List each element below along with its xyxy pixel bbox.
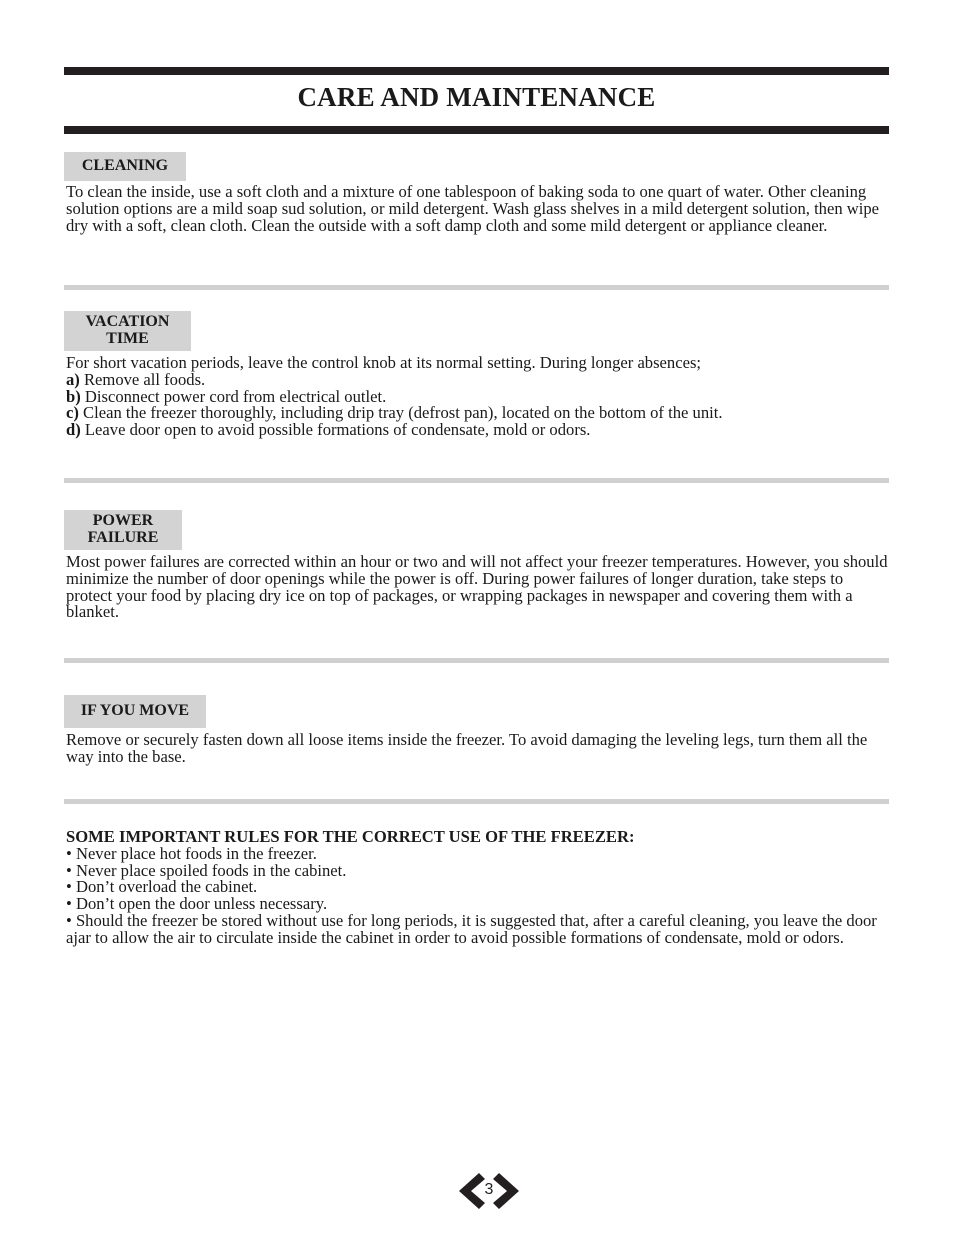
move-label-text: IF YOU MOVE <box>80 702 190 719</box>
vacation-item-text: Clean the freezer thoroughly, including drip tray (defrost pan), located on the bottom of the unit. <box>78 403 723 423</box>
vacation-label-line1: VACATION <box>85 313 170 330</box>
vacation-item-marker: d) <box>66 420 81 440</box>
vacation-item-text: Leave door open to avoid possible formations of condensate, mold or odors. <box>80 420 591 440</box>
vacation-intro: For short vacation periods, leave the control knob at its normal setting. During longer absences; <box>66 353 702 372</box>
section-label-if-you-move <box>64 695 206 728</box>
vacation-item-text: Disconnect power cord from electrical outlet. <box>80 386 387 406</box>
cleaning-body <box>66 184 890 234</box>
section-label-vacation-time <box>64 311 191 351</box>
section-divider <box>64 285 889 290</box>
vacation-body <box>66 355 890 439</box>
vacation-label-line2: TIME <box>106 330 149 347</box>
rules-heading: SOME IMPORTANT RULES FOR THE CORRECT USE OF THE FREEZER: <box>66 827 635 846</box>
cleaning-text: To clean the inside, use a soft cloth and a mixture of one tablespoon of baking soda to one quart of water. Other cleaning solution options are a mild soap sud solution, or mild detergent. Wash glass shelves in a mild detergent solution, then wipe dry with a soft, clean cloth. Clean the outside with a soft damp cloth and some mild detergent or appliance cleaner. <box>66 182 880 235</box>
header-top-rule <box>64 67 889 75</box>
section-divider <box>64 478 889 483</box>
power-label-line1: POWER <box>92 512 154 529</box>
page-number: 3 <box>484 1181 494 1198</box>
power-body <box>66 554 890 621</box>
rules-item: • Should the freezer be stored without use for long periods, it is suggested that, after a careful cleaning, you leave the door ajar to allow the air to circulate inside the cabinet in order to avoid possible formations of condensate, mold or odors. <box>66 910 877 947</box>
power-label-line2: FAILURE <box>87 529 159 546</box>
vacation-item-marker: a) <box>66 369 80 389</box>
move-text: Remove or securely fasten down all loose items inside the freezer. To avoid damaging the leveling legs, turn them all the way into the base. <box>66 730 868 766</box>
power-text: Most power failures are corrected within an hour or two and will not affect your freezer temperatures. However, you should minimize the number of door openings while the power is off. During power failures of longer duration, take steps to protect your food by placing dry ice on top of packages, or wrapping packages in newspaper and covering them with a blanket. <box>66 552 888 622</box>
vacation-item-marker: b) <box>66 386 81 406</box>
move-body <box>66 732 890 766</box>
section-label-cleaning <box>64 152 186 181</box>
page-number-badge <box>458 1170 520 1212</box>
header-bottom-rule <box>64 126 889 134</box>
rules-item: • Never place spoiled foods in the cabinet. <box>66 860 347 880</box>
vacation-item-marker: c) <box>66 403 79 423</box>
rules-item: • Never place hot foods in the freezer. <box>66 843 317 863</box>
vacation-item <box>66 422 890 439</box>
cleaning-label-text: CLEANING <box>81 157 169 174</box>
section-divider <box>64 658 889 663</box>
section-divider <box>64 799 889 804</box>
rules-item: • Don’t overload the cabinet. <box>66 877 258 897</box>
rules-item: • Don’t open the door unless necessary. <box>66 894 328 914</box>
vacation-item-text: Remove all foods. <box>79 369 206 389</box>
section-label-power-failure <box>64 510 182 550</box>
page-title: CARE AND MAINTENANCE <box>297 82 656 112</box>
rules-body <box>66 829 890 947</box>
